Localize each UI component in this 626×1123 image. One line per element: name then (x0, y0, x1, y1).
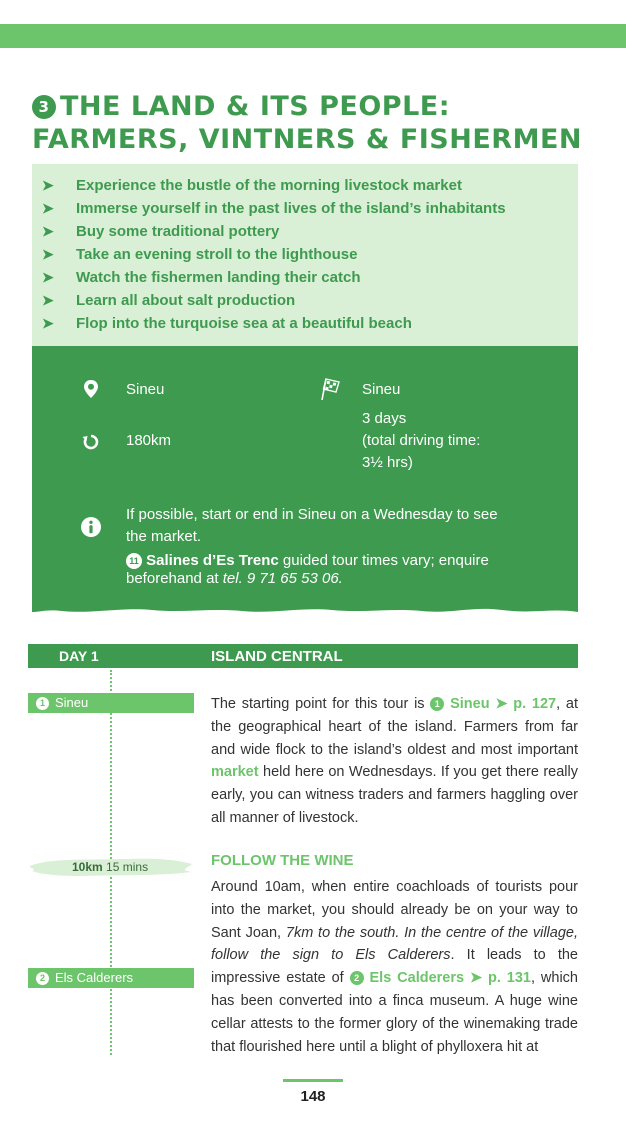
driving-time-line-2: 3½ hrs) (362, 454, 413, 471)
tour-info-box (32, 346, 578, 608)
leg-distance (28, 854, 194, 880)
page-number-rule (283, 1079, 343, 1082)
finish-location: Sineu (362, 381, 401, 398)
tour-distance: 180km (126, 432, 172, 449)
arrow-icon: ➤ (42, 177, 54, 193)
section-number-badge: 3 (32, 95, 56, 119)
highlight-item: ➤ Take an evening stroll to the lighthouse (32, 243, 578, 266)
tip-line-4: beforehand at tel. 9 71 65 53 06. (126, 570, 343, 587)
torn-edge-decoration (32, 600, 578, 616)
tip-line-3: 11 Salines d’Es Trenc guided tour times vary; enquire (126, 550, 489, 572)
highlight-item: ➤ Watch the fishermen landing their catch (32, 266, 578, 289)
arrow-icon: ➤ (42, 269, 54, 285)
page-number: 148 (300, 1088, 326, 1105)
tip-line-1: If possible, start or end in Sineu on a Wednesday to see (126, 506, 498, 523)
day-title: ISLAND CENTRAL (211, 648, 343, 665)
arrow-icon: ➤ (42, 246, 54, 262)
market-highlight: market (211, 764, 259, 781)
arrow-icon: ➤ (42, 315, 54, 331)
stop-number-badge: 11 (126, 553, 142, 569)
section-title (32, 90, 582, 156)
tip-line-2: the market. (126, 528, 202, 545)
page-reference-link[interactable]: Sineu ➤ p. 127 (450, 696, 557, 712)
title-line-1: THE LAND & ITS PEOPLE: (60, 91, 451, 122)
top-color-bar (0, 24, 626, 48)
tip-place: Salines d’Es Trenc (146, 552, 279, 569)
distance-loop-icon (80, 431, 102, 453)
page-reference-link[interactable]: Els Calderers ➤ p. 131 (369, 970, 531, 987)
highlight-item: ➤ Learn all about salt production (32, 289, 578, 312)
highlight-item: ➤ Flop into the turquoise sea at a beautiful beach (32, 312, 578, 335)
body-paragraph-2: Around 10am, when entire coachloads of tourists pour into the market, you should already be on your way to Sant Joan, 7km to the south. In the centre of the village, follow the sign to Els Calderers. It leads to the impressive estate of 2 Els Calderers ➤ p. 131, which has been converted into a finca museum. A huge wine cellar attests to the former glory of the winemaking trade that flourished here until a blight of phylloxera hit at (211, 879, 578, 1055)
tour-duration: 3 days (362, 410, 407, 427)
leg-time: 15 mins (106, 860, 149, 874)
highlight-item: ➤ Experience the bustle of the morning livestock market (32, 174, 578, 197)
arrow-icon: ➤ (42, 292, 54, 308)
checkered-flag-icon (318, 376, 342, 402)
stop-number-badge: 1 (36, 697, 49, 710)
driving-time-line-1: (total driving time: (362, 432, 481, 449)
highlights-box (32, 164, 578, 346)
stop-label-els-calderers: 2 Els Calderers (28, 968, 194, 988)
stop-number-badge: 1 (430, 697, 444, 711)
day-header (28, 644, 578, 668)
start-location: Sineu (126, 381, 165, 398)
subheading: FOLLOW THE WINE (211, 852, 354, 869)
highlight-item: ➤ Immerse yourself in the past lives of the island’s inhabitants (32, 197, 578, 220)
stop-number-badge: 2 (350, 971, 364, 985)
day-label: DAY 1 (59, 648, 99, 664)
title-line-2: FARMERS, VINTNERS & FISHERMEN (32, 124, 582, 155)
arrow-icon: ➤ (42, 223, 54, 239)
highlight-item: ➤ Buy some traditional pottery (32, 220, 578, 243)
phone-number: tel. 9 71 65 53 06. (222, 570, 343, 587)
arrow-icon: ➤ (42, 200, 54, 216)
leg-km: 10km (72, 860, 103, 874)
stop-number-badge: 2 (36, 972, 49, 985)
body-paragraph-1: The starting point for this tour is 1 Sineu ➤ p. 127, at the geographical heart of the island. Farmers from far and wide flock to the island’s oldest and most important market held here on Wednesdays. If you get there really early, you can witness traders and farmers haggling over all manner of livestock. (211, 696, 579, 826)
location-pin-icon (80, 378, 102, 400)
stop-label-sineu: 1 Sineu (28, 693, 194, 713)
info-icon (80, 516, 102, 538)
